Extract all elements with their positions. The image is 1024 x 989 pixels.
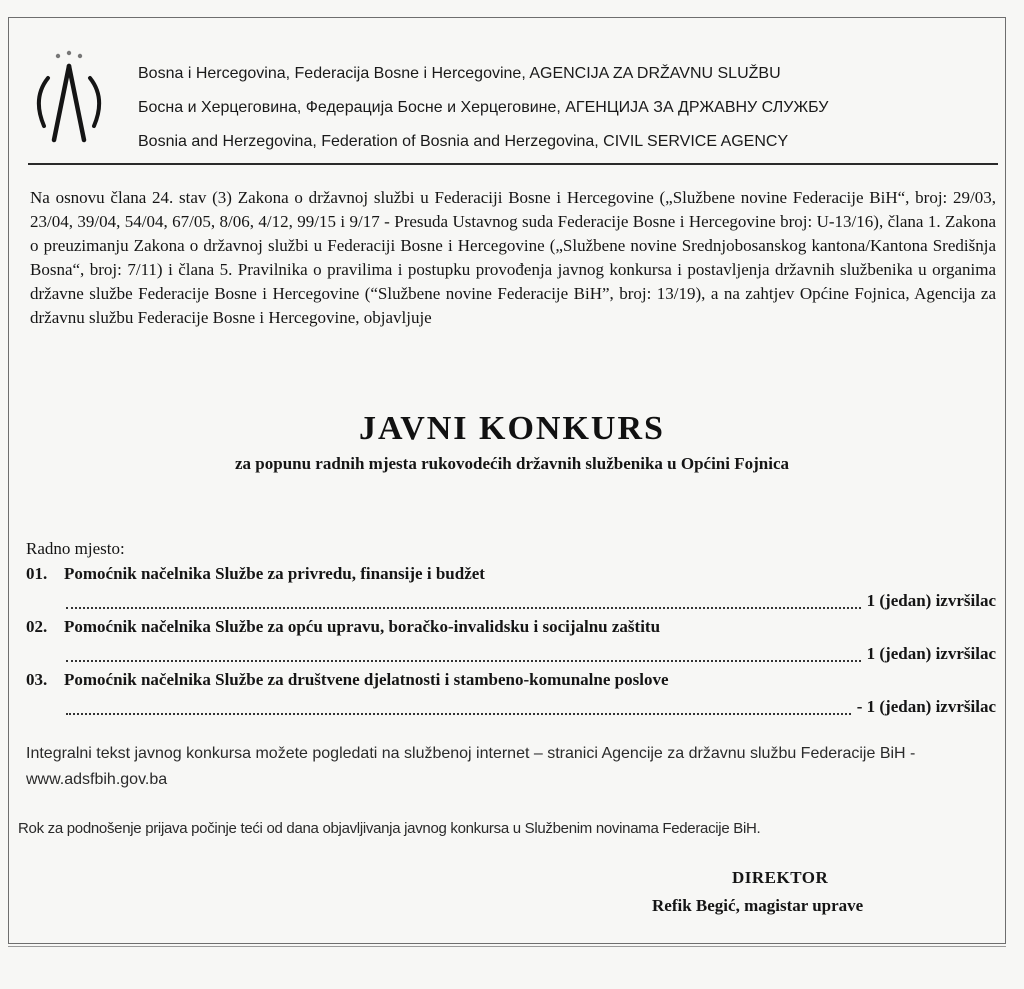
agency-header (138, 60, 998, 162)
deadline-paragraph: Rok za podnošenje prijava počinje teći od dana objavljivanja javnog konkursa u Službenim novinama Federacije BiH. (18, 820, 761, 837)
position-count: 1 (jedan) izvršilac (866, 591, 996, 610)
positions-label: Radno mjesto: (26, 539, 125, 558)
director-name: Refik Begić, magistar uprave (652, 896, 864, 915)
header-line-serbian-cyrillic: Босна и Херцеговина, Федерација Босне и Херцеговине, АГЕНЦИЈА ЗА ДРЖАВНУ СЛУЖБУ (138, 99, 829, 116)
integral-text-paragraph: Integralni tekst javnog konkursa možete pogledati na službenoj internet – stranici Agencije za državnu službu Federacije BiH - www.adsfbih.gov.ba (26, 745, 916, 788)
position-item (26, 561, 996, 587)
position-title: Pomoćnik načelnika Službe za opću upravu, boračko-invalidsku i socijalnu zaštitu (64, 617, 661, 636)
position-count: 1 (jedan) izvršilac (866, 644, 996, 663)
position-count-row (66, 693, 996, 720)
header-divider (28, 163, 998, 165)
dot-leader (66, 646, 861, 662)
positions-list (26, 537, 996, 720)
header-line-english: Bosnia and Herzegovina, Federation of Bosnia and Herzegovina, CIVIL SERVICE AGENCY (138, 133, 789, 150)
position-title: Pomoćnik načelnika Službe za privredu, finansije i budžet (64, 564, 485, 583)
intro-paragraph: Na osnovu člana 24. stav (3) Zakona o državnoj službi u Federaciji Bosne i Hercegovine („Službene novine Federacije BiH“, broj: 29/03, 23/04, 39/04, 54/04, 67/05, 8/06, 4/12, 99/15 i 9/17 - Presuda Ustavnog suda Federacije Bosne i Hercegovine broj: U-13/16), člana 1. Zakona o preuzimanju Zakona o državnoj službi u Federaciji Bosne i Hercegovine („Službene novine Srednjobosanskog kantona/Kantona Središnja Bosna“, broj: 7/11) i člana 5. Pravilnika o pravilima i postupku provođenja javnog konkursa i postavljenja državnih službenika u organima državne službe Federacije Bosne i Hercegovine (“Službene novine Federacije BiH”, broj: 13/19), a na zahtjev Općine Fojnica, Agencija za državnu službu Federacije Bosne i Hercegovine, objavljuje (30, 188, 996, 327)
position-count: - 1 (jedan) izvršilac (856, 697, 996, 716)
position-item (26, 667, 996, 693)
dot-leader (66, 699, 851, 715)
position-count-row (66, 587, 996, 614)
document-subtitle: za popunu radnih mjesta rukovodećih državnih službenika u Općini Fojnica (234, 454, 790, 473)
page-edge-line (8, 946, 1006, 947)
director-title: DIREKTOR (732, 868, 829, 887)
position-number: 03. (26, 670, 48, 689)
position-count-row (66, 640, 996, 667)
position-number: 02. (26, 617, 48, 636)
document-title: JAVNI KONKURS (359, 410, 665, 447)
header-line-bosnian: Bosna i Hercegovina, Federacija Bosne i Hercegovine, AGENCIJA ZA DRŽAVNU SLUŽBU (138, 65, 781, 82)
agency-logo (28, 48, 110, 160)
position-number: 01. (26, 564, 48, 583)
position-title: Pomoćnik načelnika Službe za društvene djelatnosti i stambeno-komunalne poslove (64, 670, 669, 689)
dot-leader (66, 593, 861, 609)
position-item (26, 614, 996, 640)
